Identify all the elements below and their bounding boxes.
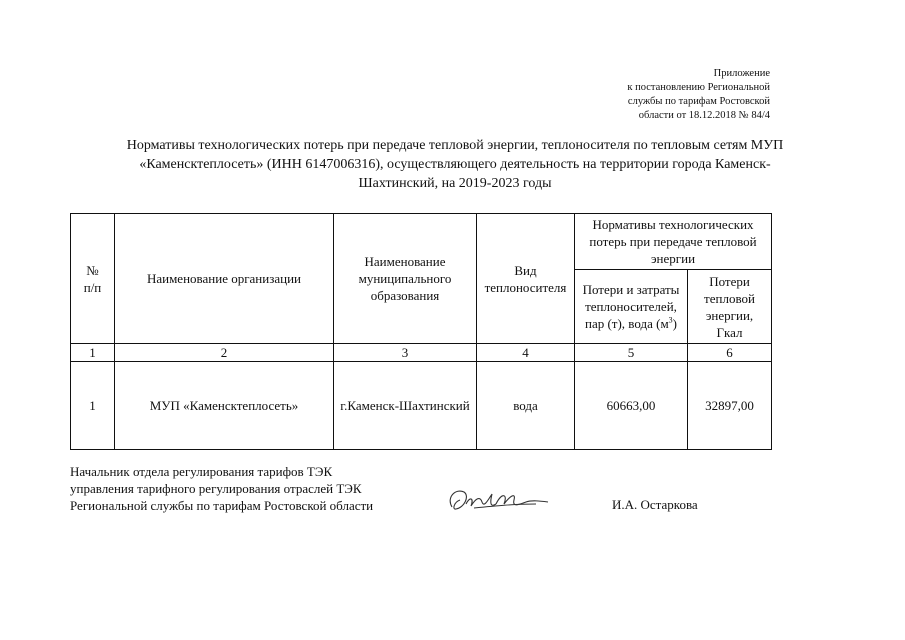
norms-table <box>70 213 772 450</box>
position-line-3: Региональной службы по тарифам Ростовской области <box>70 498 374 513</box>
cell-org: МУП «Каменсктеплосеть» <box>115 362 334 450</box>
annex-line-3: службы по тарифам Ростовской <box>627 96 770 107</box>
header-row-top <box>71 214 772 270</box>
header-losses-carrier: Потери и затраты теплоносителей, пар (т), вода $(м^3)$ <box>575 270 688 344</box>
column-number: 1 <box>71 344 115 362</box>
annex-header <box>560 67 770 123</box>
title-line-3: Шахтинский, на 2019-2023 годы <box>358 176 552 191</box>
title-line-2: «Каменсктеплосеть» (ИНН 6147006316), осуществляющего деятельность на территории города Каменск- <box>139 157 771 172</box>
position-line-2: управления тарифного регулирования отраслей ТЭК <box>70 481 362 496</box>
cell-municipality: г.Каменск-Шахтинский <box>334 362 477 450</box>
cell-num: 1 <box>71 362 115 450</box>
header-losses-heat: Потери тепловой энергии, Гкал <box>688 270 772 344</box>
column-number-row <box>71 344 772 362</box>
column-number: 5 <box>575 344 688 362</box>
signatory-position <box>70 463 373 514</box>
column-number: 6 <box>688 344 772 362</box>
column-number: 3 <box>334 344 477 362</box>
header-org: Наименование организации <box>115 214 334 344</box>
title-line-1: Нормативы технологических потерь при передаче тепловой энергии, теплоносителя по тепловым сетям МУП <box>126 138 784 153</box>
annex-line-1: Приложение <box>713 68 770 79</box>
signer-name: И.А. Остаркова <box>612 497 698 512</box>
handwritten-signature <box>444 482 554 522</box>
header-norms: Нормативы технологических потерь при передаче тепловой энергии <box>575 214 772 270</box>
table-row <box>71 362 772 450</box>
document-title <box>85 136 825 193</box>
header-municipality: Наименование муниципального образования <box>334 214 477 344</box>
position-line-1: Начальник отдела регулирования тарифов ТЭК <box>70 464 333 479</box>
header-num: № п/п <box>71 214 115 344</box>
annex-line-2: к постановлению Региональной <box>627 82 770 93</box>
cell-losses-heat: 32897,00 <box>688 362 772 450</box>
cell-carrier: вода <box>477 362 575 450</box>
cell-losses-carrier: 60663,00 <box>575 362 688 450</box>
header-carrier: Вид теплоносителя <box>477 214 575 344</box>
annex-line-4: области от 18.12.2018 № 84/4 <box>638 110 770 121</box>
column-number: 2 <box>115 344 334 362</box>
column-number: 4 <box>477 344 575 362</box>
